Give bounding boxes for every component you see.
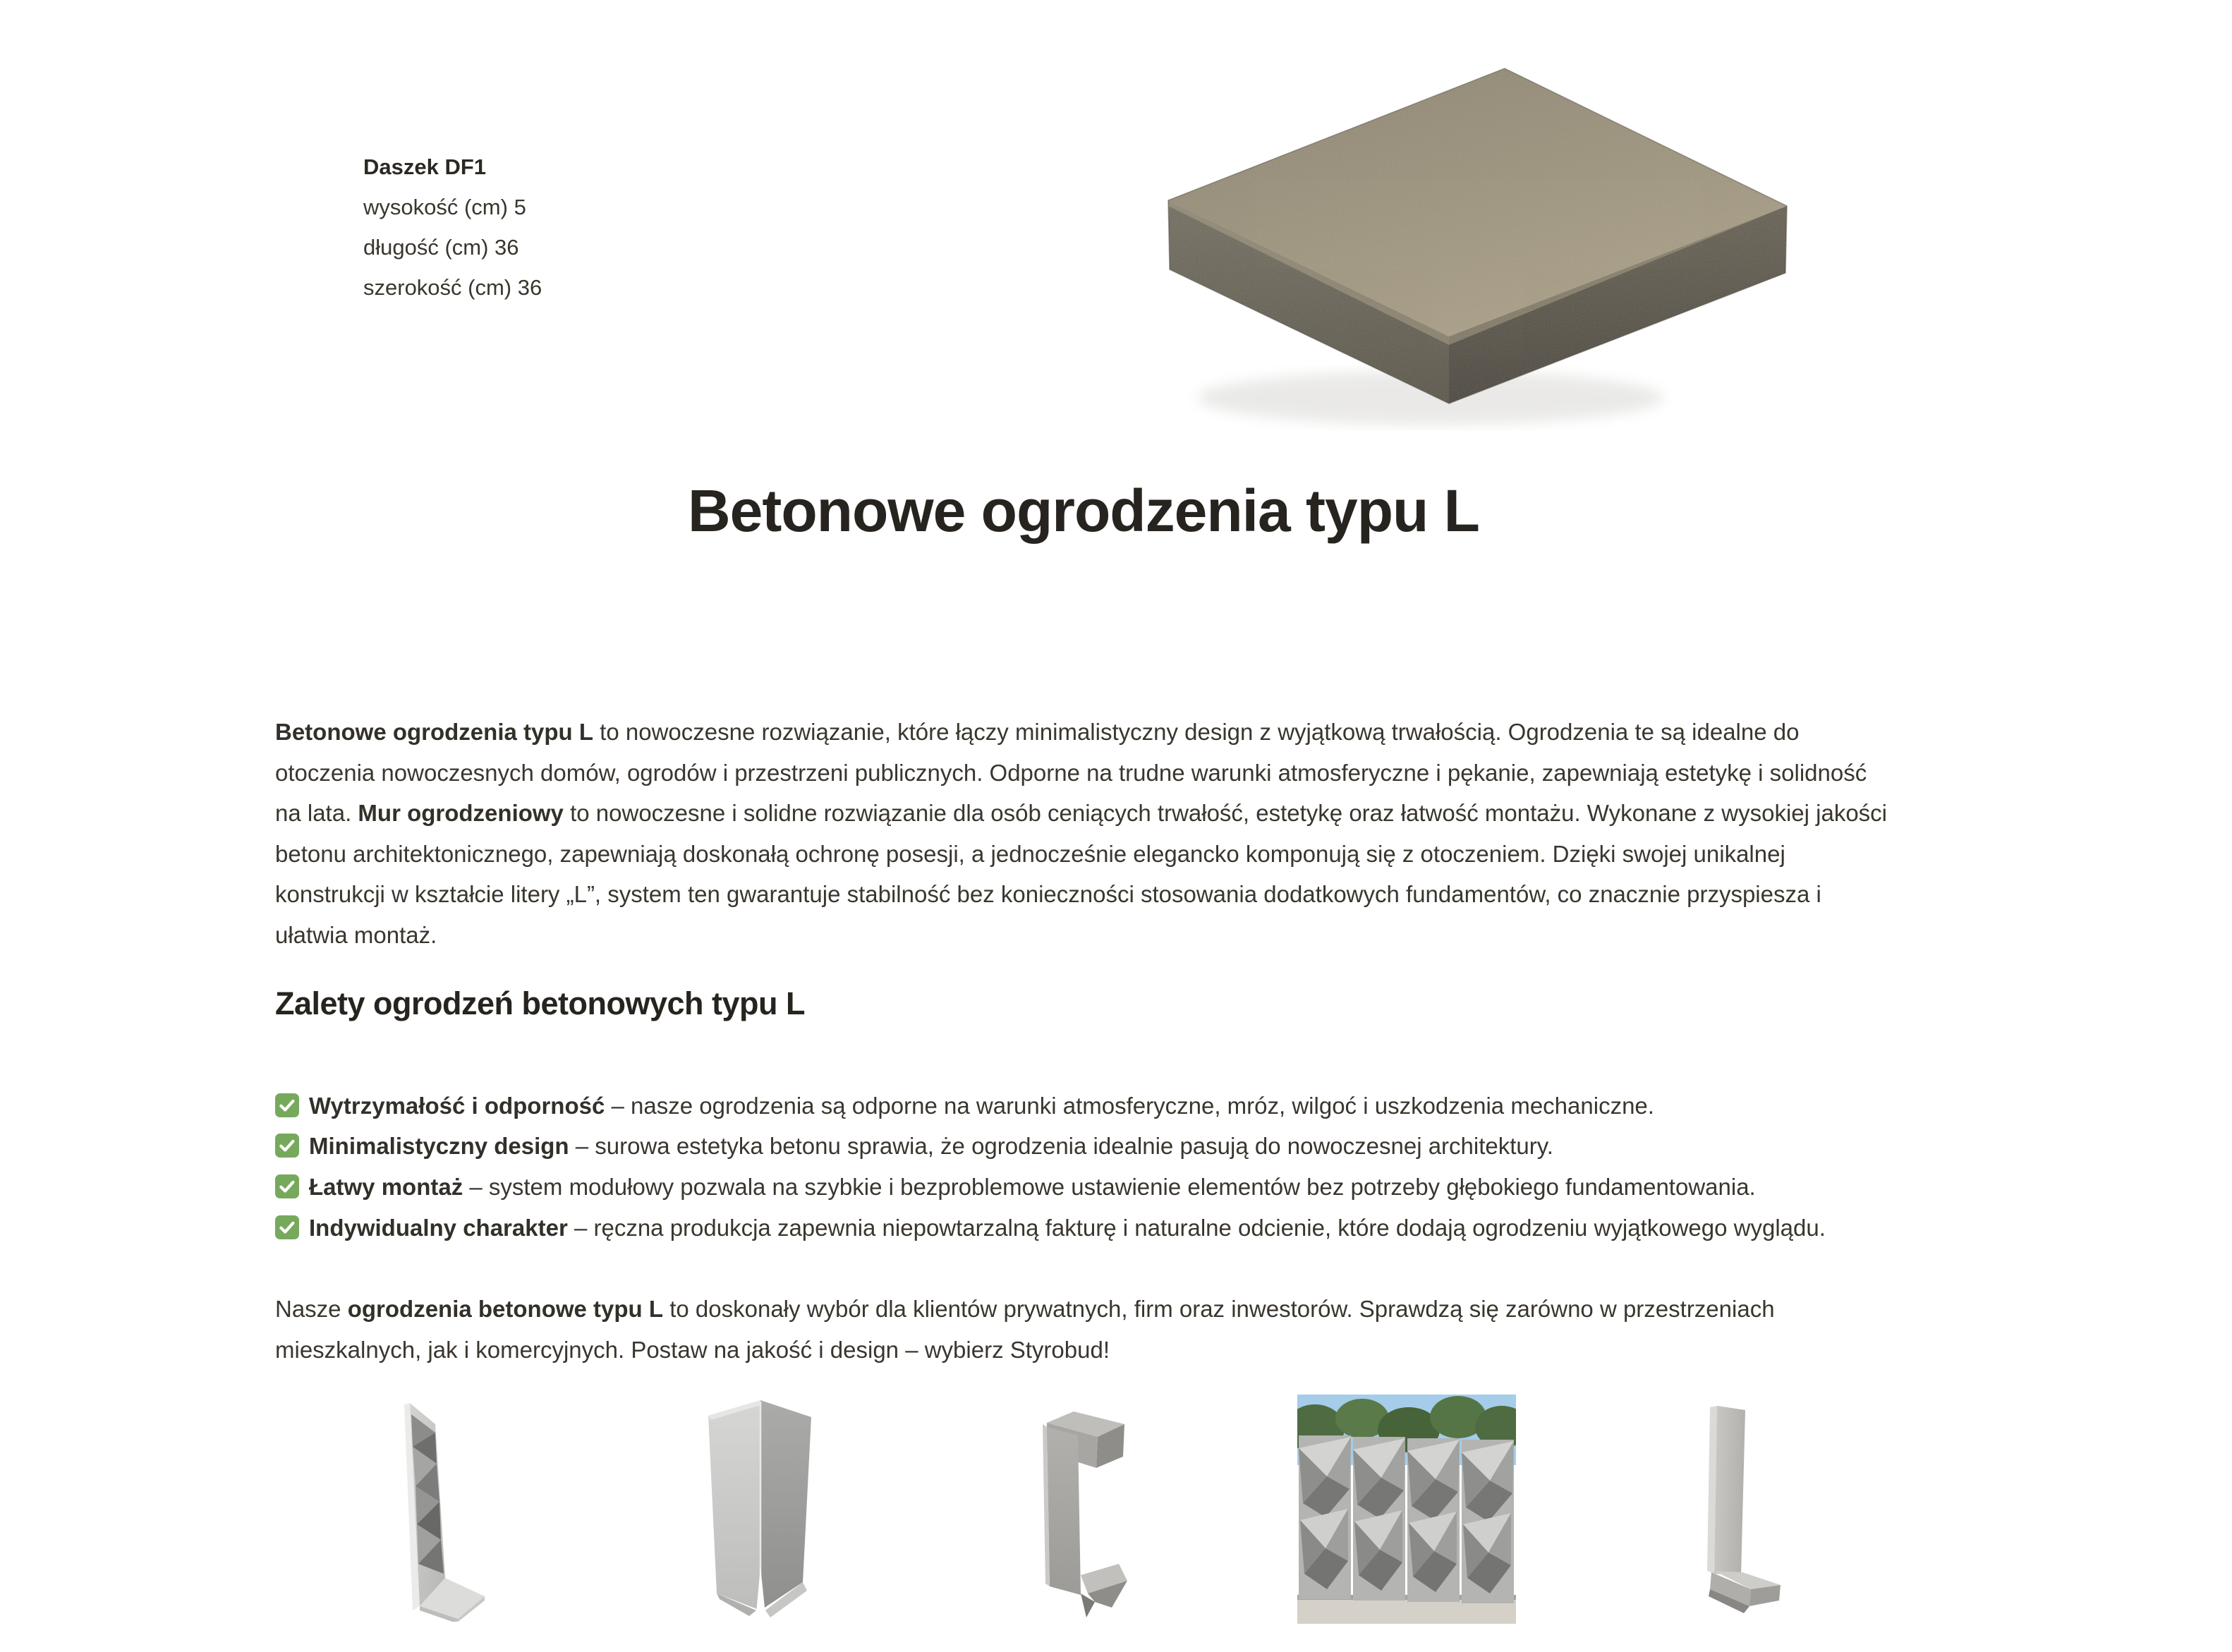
gallery-image-l-corner-element[interactable] [598,1395,921,1622]
page-title: Betonowe ogrodzenia typu L [688,478,1479,544]
page-content [275,0,1892,1622]
advantage-item [275,1167,1892,1208]
gallery-image-l-panel-plain[interactable] [1569,1395,1892,1622]
advantage-text: Indywidualny charakter – ręczna produkcja zapewnia niepowtarzalną fakturę i naturalne odcienie, które dodają ogrodzeniu wyjątkowego wyglądu. [309,1214,1826,1241]
spec-width: szerokość (cm) 36 [363,275,542,300]
closing-paragraph: Nasze ogrodzenia betonowe typu L to doskonały wybór dla klientów prywatnych, firm oraz inwestorów. Sprawdzą się zarówno w przestrzeniach mieszkalnych, jak i komercyjnych. Postaw na jakość i design – wybierz Styrobud! [275,1296,1775,1363]
checkmark-icon [275,1134,299,1158]
advantage-item [275,1126,1892,1167]
gallery-image-c-channel-element[interactable] [922,1395,1245,1622]
advantage-item [275,1086,1892,1126]
intro-paragraph: Betonowe ogrodzenia typu L to nowoczesne rozwiązanie, które łączy minimalistyczny design z wyjątkową trwałością. Ogrodzenia te są idealne do otoczenia nowoczesnych domów, ogrodów i przestrzeni publicznych. Odporne na trudne warunki atmosferyczne i pękanie, zapewniają estetykę i solidność na lata. Mur ogrodzeniowy to nowoczesne i solidne rozwiązanie dla osób ceniących trwałość, estetykę oraz łatwość montażu. Wykonane z wysokiej jakości betonu architektonicznego, zapewniają doskonałą ochronę posesji, a jednocześnie elegancko komponują się z otoczeniem. Dzięki swojej unikalnej konstrukcji w kształcie litery „L”, system ten gwarantuje stabilność bez konieczności stosowania dodatkowych fundamentów, co znacznie przyspiesza i ułatwia montaż. [275,719,1888,948]
advantages-list [275,1086,1892,1248]
checkmark-icon [275,1174,299,1198]
gallery-image-l-panel-faceted[interactable] [275,1395,598,1622]
product-spec-section [275,0,1892,457]
product-spec-block [363,147,542,308]
daszek-concrete-cap-image [1148,37,1812,432]
product-photo-daszek [1148,37,1812,432]
spec-length: długość (cm) 36 [363,235,519,260]
product-gallery [275,1395,1892,1622]
advantages-title: Zalety ogrodzeń betonowych typu L [275,985,806,1021]
checkmark-icon [275,1093,299,1117]
product-name: Daszek DF1 [363,154,487,179]
checkmark-icon [275,1215,299,1239]
advantage-item [275,1208,1892,1249]
advantage-text: Wytrzymałość i odporność – nasze ogrodzenia są odporne na warunki atmosferyczne, mróz, wilgoć i uszkodzenia mechaniczne. [309,1092,1654,1119]
advantage-text: Łatwy montaż – system modułowy pozwala na szybkie i bezproblemowe ustawienie elementów bez potrzeby głębokiego fundamentowania. [309,1174,1756,1200]
advantage-text: Minimalistyczny design – surowa estetyka betonu sprawia, że ogrodzenia idealnie pasują do nowoczesnej architektury. [309,1133,1553,1160]
spec-height: wysokość (cm) 5 [363,195,526,219]
gallery-image-diamond-pattern-fence-photo[interactable] [1245,1395,1568,1622]
